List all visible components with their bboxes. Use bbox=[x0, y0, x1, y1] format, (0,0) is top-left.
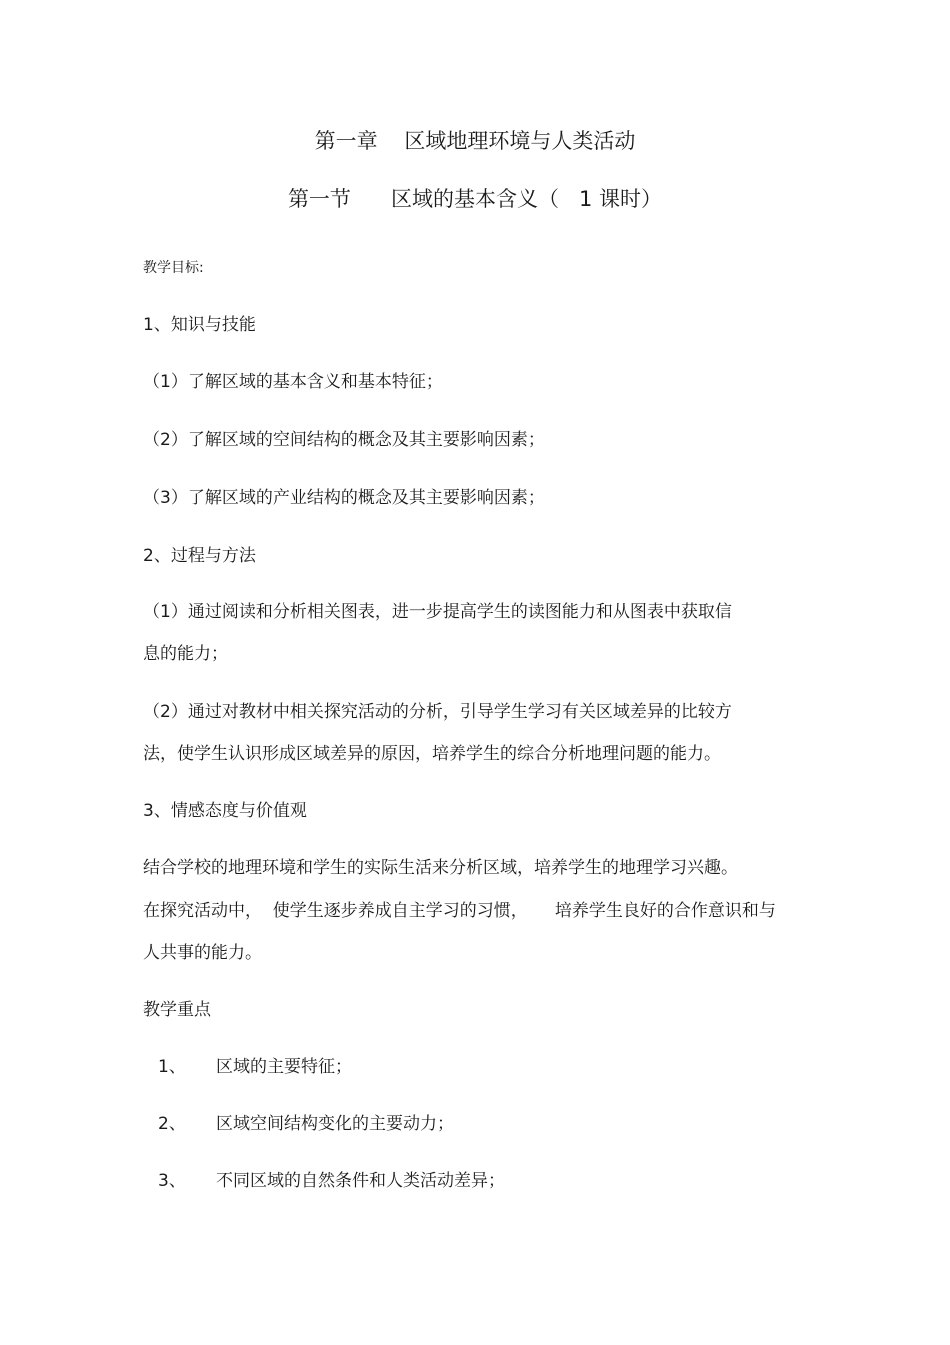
process-heading: 2、过程与方法 bbox=[143, 546, 256, 566]
key-point-text: 区域的主要特征； bbox=[216, 1057, 352, 1077]
key-point-number: 2、 bbox=[158, 1114, 186, 1134]
process-item-2-line-2: 法，使学生认识形成区域差异的原因，培养学生的综合分析地理问题的能力。 bbox=[143, 744, 721, 764]
process-item-1-line-1: （1）通过阅读和分析相关图表，进一步提高学生的读图能力和从图表中获取信 bbox=[143, 602, 732, 622]
attitude-line: 在探究活动中， 使学生逐步养成自主学习的习惯， 培养学生良好的合作意识和与 bbox=[143, 901, 776, 921]
attitude-heading: 3、情感态度与价值观 bbox=[143, 801, 307, 821]
key-point-number: 1、 bbox=[158, 1057, 186, 1077]
key-point-number: 3、 bbox=[158, 1171, 186, 1191]
knowledge-item: （1）了解区域的基本含义和基本特征； bbox=[143, 372, 443, 392]
process-item-2-line-1: （2）通过对教材中相关探究活动的分析，引导学生学习有关区域差异的比较方 bbox=[143, 702, 732, 722]
attitude-line: 结合学校的地理环境和学生的实际生活来分析区域，培养学生的地理学习兴趣。 bbox=[143, 858, 738, 878]
knowledge-item: （3）了解区域的产业结构的概念及其主要影响因素； bbox=[143, 488, 545, 508]
key-point-text: 区域空间结构变化的主要动力； bbox=[216, 1114, 454, 1134]
knowledge-heading: 1、知识与技能 bbox=[143, 315, 256, 335]
knowledge-item: （2）了解区域的空间结构的概念及其主要影响因素； bbox=[143, 430, 545, 450]
attitude-line: 人共事的能力。 bbox=[143, 943, 262, 963]
key-points-heading: 教学重点 bbox=[143, 1000, 211, 1020]
chapter-title: 第一章 区域地理环境与人类活动 bbox=[314, 129, 636, 153]
key-point-text: 不同区域的自然条件和人类活动差异； bbox=[216, 1171, 505, 1191]
section-title: 第一节 区域的基本含义（ 1 课时） bbox=[287, 187, 663, 211]
objectives-heading: 教学目标: bbox=[143, 260, 204, 276]
process-item-1-line-2: 息的能力； bbox=[143, 644, 228, 664]
